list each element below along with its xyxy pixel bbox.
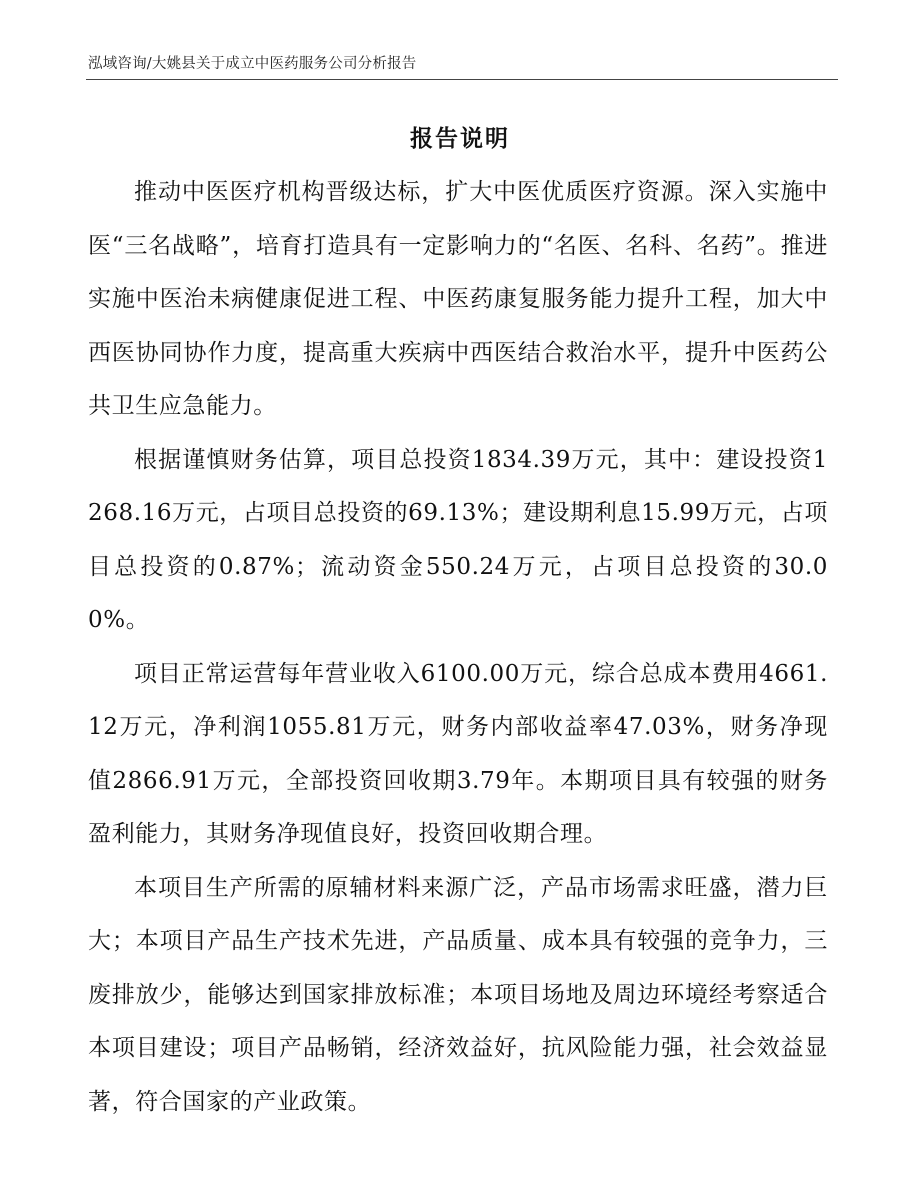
paragraph-financial-returns: 项目正常运营每年营业收入6100.00万元，综合总成本费用4661.12万元，净利润1055.81万元，财务内部收益率47.03%，财务净现值2866.91万元，全部投资回收期3.79年。本期项目具有较强的财务盈利能力，其财务净现值良好，投资回收期合理。: [88, 660, 828, 847]
running-header: 泓域咨询/大姚县关于成立中医药服务公司分析报告: [88, 56, 417, 72]
paragraph-investment-estimate: 根据谨慎财务估算，项目总投资1834.39万元，其中：建设投资1268.16万元，占项目总投资的69.13%；建设期利息15.99万元，占项目总投资的0.87%；流动资金550.24万元，占项目总投资的30.00%。: [88, 446, 828, 633]
paragraph-tcm-development: 推动中医医疗机构晋级达标，扩大中医优质医疗资源。深入实施中医“三名战略”，培育打造具有一定影响力的“名医、名科、名药”。推进实施中医治未病健康促进工程、中医药康复服务能力提升工程，加大中西医协同协作力度，提高重大疾病中西医结合救治水平，提升中医药公共卫生应急能力。: [88, 179, 828, 419]
paragraph-project-feasibility: 本项目生产所需的原辅材料来源广泛，产品市场需求旺盛，潜力巨大；本项目产品生产技术先进，产品质量、成本具有较强的竞争力，三废排放少，能够达到国家排放标准；本项目场地及周边环境经考察适合本项目建设；项目产品畅销，经济效益好，抗风险能力强，社会效益显著，符合国家的产业政策。: [88, 874, 828, 1115]
document-title: 报告说明: [410, 125, 510, 152]
header-divider: [86, 79, 838, 80]
document-body: [88, 166, 828, 1129]
